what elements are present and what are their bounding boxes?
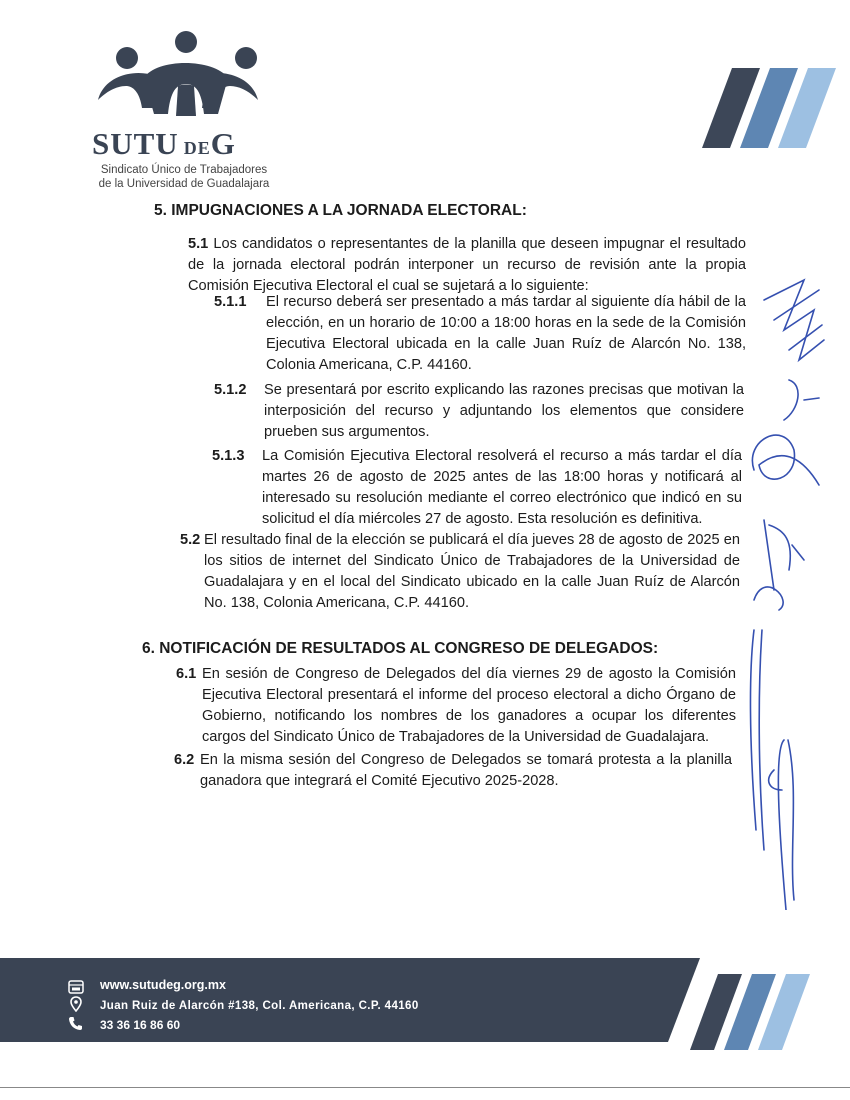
paragraph-5-1 xyxy=(188,234,746,297)
paragraph-6-1-number: 6.1 xyxy=(176,666,197,682)
logo-subtitle xyxy=(84,164,284,191)
paragraph-5-1-3-number: 5.1.3 xyxy=(212,448,245,464)
paragraph-5-1-1-number: 5.1.1 xyxy=(214,294,247,310)
paragraph-5-1-1-text: El recurso deberá ser presentado a más tardar al siguiente día hábil de la elección, en un horario de 10:00 a 18:00 horas en la sede de la Comisión Ejecutiva Electoral ubicada en la calle Juan Ruíz de Alarcón No. 138, Colonia Americana, C.P. 44160. xyxy=(266,294,746,373)
paragraph-6-1-text: En sesión de Congreso de Delegados del día viernes 29 de agosto la Comisión Ejecutiva Electoral presentará el informe del proceso electoral a dicho Órgano de Gobierno, notificando los nombres de los ganadores a ocupar los diferentes cargos del Sindicato Único de Trabajadores de la Universidad de Guadalajara. xyxy=(202,666,736,745)
logo-word-de: DE xyxy=(183,138,211,158)
bottom-rule xyxy=(0,1087,850,1088)
page-footer xyxy=(0,958,850,1044)
paragraph-5-2-number: 5.2 xyxy=(180,532,201,548)
paragraph-5-1-2-text: Se presentará por escrito explicando las razones precisas que motivan la interposición del recurso y adjuntando los elementos que considere prueben sus argumentos. xyxy=(264,382,744,440)
footer-address: Juan Ruiz de Alarcón #138, Col. Americana, C.P. 44160 xyxy=(100,1000,419,1012)
web-icon xyxy=(68,980,84,994)
paragraph-5-1-number: 5.1 xyxy=(188,236,209,252)
phone-icon xyxy=(68,1016,83,1031)
section-5-title: 5. IMPUGNACIONES A LA JORNADA ELECTORAL: xyxy=(154,202,527,219)
footer-website: www.sutudeg.org.mx xyxy=(100,978,226,992)
logo-wordmark xyxy=(92,126,236,162)
sutudeg-logo xyxy=(84,28,284,193)
decorative-stripes-icon xyxy=(700,66,845,150)
paragraph-5-1-text: Los candidatos o representantes de la planilla que deseen impugnar el resultado de la jornada electoral podrán interponer un recurso de revisión ante la propia Comisión Ejecutiva Electoral el cual se sujetará a lo siguiente: xyxy=(188,236,746,294)
location-pin-icon xyxy=(70,996,82,1012)
paragraph-5-1-2-number: 5.1.2 xyxy=(214,382,247,398)
logo-subtitle-line2: de la Universidad de Guadalajara xyxy=(98,177,270,190)
paragraph-5-2-text: El resultado final de la elección se publicará el día jueves 28 de agosto de 2025 en los sitios de internet del Sindicato Único de Trabajadores de la Universidad de Guadalajara y en el local del Sindicato ubicado en la calle Juan Ruíz de Alarcón No. 138, Colonia Americana, C.P. 44160. xyxy=(204,532,740,611)
handwritten-signatures xyxy=(744,270,844,910)
section-6-title: 6. NOTIFICACIÓN DE RESULTADOS AL CONGRESO DE DELEGADOS: xyxy=(142,640,659,657)
logo-word-g: G xyxy=(210,126,236,161)
footer-phone: 33 36 16 86 60 xyxy=(100,1018,181,1032)
people-logo-icon xyxy=(94,28,264,128)
logo-word-sutu: SUTU xyxy=(92,126,179,161)
paragraph-5-1-3-text: La Comisión Ejecutiva Electoral resolverá el recurso a más tardar el día martes 26 de agosto de 2025 antes de las 18:00 horas y notificará al interesado su resolución mediante el correo electrónico que indicó en su solicitud el día miércoles 27 de agosto. Esta resolución es definitiva. xyxy=(262,448,742,527)
logo-subtitle-line1: Sindicato Único de Trabajadores xyxy=(100,164,268,176)
paragraph-6-2-text: En la misma sesión del Congreso de Delegados se tomará protesta a la planilla ganadora que integrará el Comité Ejecutivo 2025-2028. xyxy=(200,752,732,789)
paragraph-6-2-number: 6.2 xyxy=(174,752,195,768)
